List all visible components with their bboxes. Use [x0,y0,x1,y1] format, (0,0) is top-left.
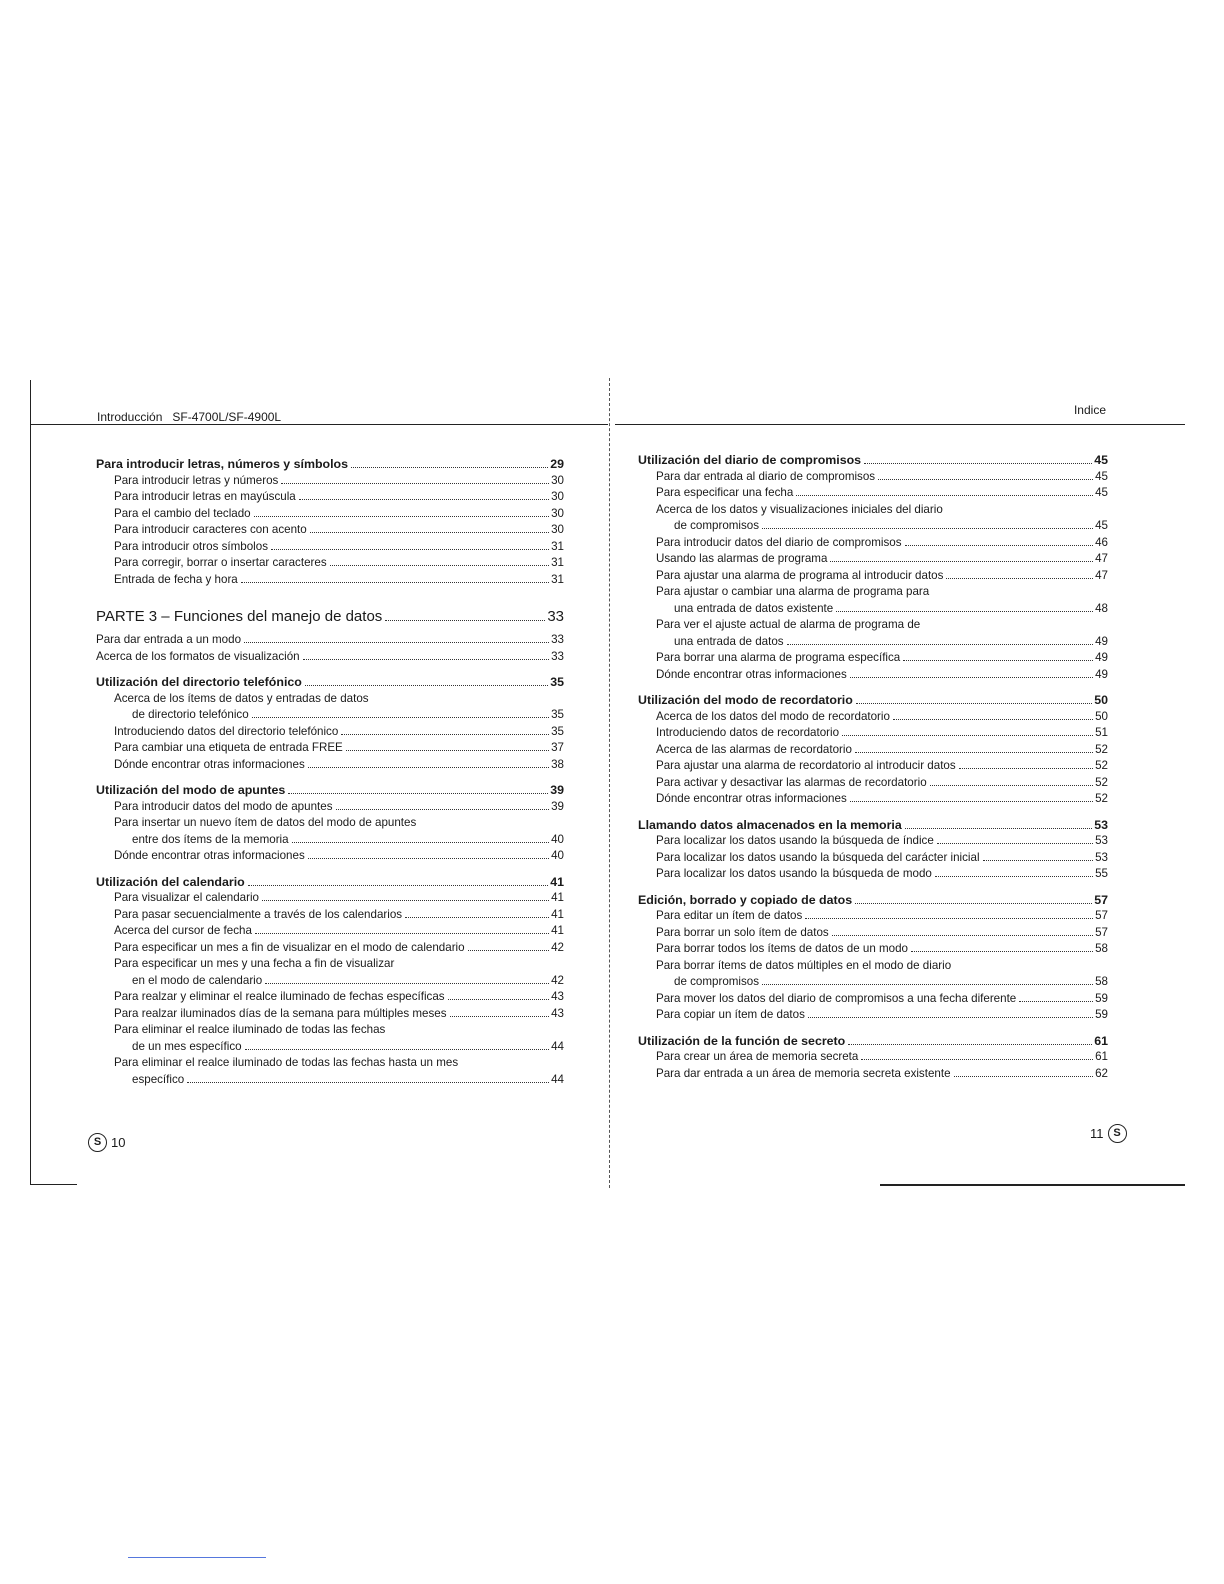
toc-page-number: 57 [1095,925,1108,939]
header-rule-left [30,424,608,425]
toc-entry [638,791,1108,808]
toc-entry-title: Para especificar un mes a fin de visualizar en el modo de calendario [114,940,465,954]
toc-entry-title: Para introducir otros símbolos [114,539,269,553]
dot-leader [265,983,549,984]
toc-entry [96,832,564,849]
toc-entry-title: Acerca de los ítems de datos y entradas de datos [114,691,369,705]
dot-leader [796,495,1093,496]
toc-page-number: 48 [1095,601,1108,615]
toc-section-heading [96,606,564,628]
dot-leader [836,611,1093,612]
toc-page-number: 29 [550,457,564,471]
footer-rule-left [30,1184,77,1185]
toc-entry [96,632,564,649]
toc-entry-title: de compromisos [674,975,760,988]
toc-entry-title: Para ajustar una alarma de programa al introducir datos [656,568,944,582]
toc-entry-title: Para introducir letras, números y símbolos [96,457,349,471]
toc-entry [638,833,1108,850]
toc-entry-title: Para ajustar una alarma de recordatorio al introducir datos [656,759,956,772]
dot-leader [336,809,550,810]
toc-page-number: 40 [551,849,564,862]
toc-entry [96,555,564,572]
toc-entry-title: Dónde encontrar otras informaciones [656,792,847,805]
dot-leader [1019,1001,1093,1002]
toc-entry [638,742,1108,759]
toc-page-number: 57 [1095,909,1108,922]
toc-entry [638,469,1108,486]
toc-section-heading [96,456,564,473]
toc-entry [638,709,1108,726]
dot-leader [856,703,1092,704]
dot-leader [330,565,549,566]
toc-page-number: 61 [1095,1050,1108,1063]
toc-entry [638,1066,1108,1083]
toc-entry [96,572,564,589]
dot-leader [878,479,1093,480]
toc-section-heading [638,692,1108,709]
dot-leader [983,860,1094,861]
toc-page-number: 35 [551,724,564,738]
toc-entry-title: Acerca de los datos y visualizaciones iniciales del diario [656,502,943,516]
dot-leader [762,528,1093,529]
toc-entry [638,601,1108,618]
toc-entry-title: Para realzar y eliminar el realce iluminado de fechas específicas [114,990,445,1003]
page-number: 10 [111,1135,126,1150]
toc-page-number: 31 [551,556,564,569]
toc-page-number: 37 [551,741,564,754]
toc-entry-title: específico [132,1072,185,1086]
toc-entry-title: Utilización del directorio telefónico [96,675,302,689]
toc-entry-title: una entrada de datos [674,634,784,648]
page-number: 11 [1090,1126,1104,1141]
dot-leader [787,644,1094,645]
footer-rule-right [880,1184,1185,1186]
toc-entry-title: de un mes específico [132,1039,242,1053]
dot-leader [805,918,1093,919]
toc-page-number: 53 [1095,850,1108,864]
toc-entry-title: Para visualizar el calendario [114,891,259,904]
toc-page-number: 47 [1095,568,1108,582]
toc-entry [638,758,1108,775]
toc-entry-title: Dónde encontrar otras informaciones [114,849,305,862]
left-margin-rule [30,380,31,1184]
toc-section-heading [96,874,564,891]
toc-entry [638,617,1108,634]
dot-leader [448,999,550,1000]
toc-page-number: 57 [1094,892,1108,907]
dot-leader [187,1082,549,1083]
toc-entry-title: Dónde encontrar otras informaciones [114,757,305,771]
dot-leader [855,752,1093,753]
toc-entry-title: Para especificar una fecha [656,486,794,499]
toc-page-number: 51 [1095,726,1108,739]
dot-leader [850,801,1093,802]
toc-page-number: 49 [1095,667,1108,681]
toc-entry [638,725,1108,742]
toc-entry-title: Para editar un ítem de datos [656,909,803,922]
toc-entry [638,551,1108,568]
toc-entry [638,775,1108,792]
toc-entry [96,707,564,724]
page-number-right [1090,1124,1127,1143]
dot-leader [911,951,1093,952]
toc-entry-title: Para cambiar una etiqueta de entrada FREE [114,741,343,754]
toc-entry-title: Para especificar un mes y una fecha a fin de visualizar [114,957,395,970]
toc-page-number: 46 [1095,535,1108,549]
dot-leader [864,463,1092,464]
dot-leader [288,793,548,794]
dot-leader [842,735,1093,736]
toc-entry [638,941,1108,958]
toc-entry-title: entre dos ítems de la memoria [132,832,289,846]
toc-page-number: 38 [551,757,564,771]
toc-right-column [638,452,1108,1082]
toc-entry-title: Para introducir datos del modo de apuntes [114,799,333,813]
toc-section-heading [638,892,1108,909]
toc-entry-title: de directorio telefónico [132,708,249,721]
dot-leader [930,785,1093,786]
toc-entry-title: Para introducir datos del diario de compromisos [656,535,902,549]
toc-section-heading [638,1033,1108,1050]
dot-leader [468,950,550,951]
dot-leader [405,917,549,918]
toc-entry-title: Para dar entrada a un área de memoria secreta existente [656,1066,951,1080]
toc-entry-title: Para ajustar o cambiar una alarma de programa para [656,585,930,598]
dot-leader [281,483,549,484]
dot-leader [346,750,549,751]
toc-page-number: 55 [1095,867,1108,880]
toc-entry [96,890,564,907]
language-badge: S [88,1133,107,1152]
dot-leader [385,620,545,621]
dot-leader [855,903,1092,904]
toc-page-number: 47 [1095,552,1108,565]
toc-entry-title: Para pasar secuencialmente a través de los calendarios [114,907,403,921]
dot-leader [903,660,1093,661]
toc-page-number: 62 [1095,1066,1108,1080]
dot-leader [341,734,549,735]
toc-page-number: 30 [551,506,564,520]
toc-entry-title: Para dar entrada a un modo [96,633,242,646]
dot-leader [937,843,1093,844]
toc-entry-title: Acerca del cursor de fecha [114,924,252,937]
toc-entry [96,1072,564,1089]
dot-leader [935,876,1093,877]
toc-entry-title: Para borrar un solo ítem de datos [656,925,829,939]
running-header-right: Indice [1073,403,1106,417]
toc-entry [638,991,1108,1008]
toc-entry [96,799,564,816]
toc-entry [96,989,564,1006]
toc-entry [638,485,1108,502]
toc-entry-title: Para dar entrada al diario de compromisos [656,469,876,483]
toc-entry-title: Para copiar un ítem de datos [656,1008,805,1021]
toc-page-number: 31 [551,539,564,553]
toc-entry [638,568,1108,585]
toc-entry-title: Para el cambio del teclado [114,506,251,520]
toc-entry-title: Acerca de las alarmas de recordatorio [656,742,852,756]
toc-entry [96,724,564,741]
toc-page-number: 43 [551,1006,564,1020]
toc-entry [96,956,564,973]
toc-entry [96,1006,564,1023]
toc-entry [96,1039,564,1056]
toc-page-number: 50 [1095,709,1108,723]
gutter-line [609,378,610,1188]
toc-entry-title: Para corregir, borrar o insertar caracteres [114,556,327,569]
toc-entry [638,584,1108,601]
toc-entry [96,691,564,708]
toc-section-heading [96,674,564,691]
toc-page-number: 41 [551,891,564,904]
toc-entry-title: de compromisos [674,519,760,532]
dot-leader [954,1076,1094,1077]
toc-entry [638,974,1108,991]
toc-entry [638,850,1108,867]
language-badge: S [1108,1124,1127,1143]
toc-entry [638,667,1108,684]
toc-page-number: 52 [1095,792,1108,805]
toc-page-number: 45 [1095,519,1108,532]
toc-entry-title: Para crear un área de memoria secreta [656,1050,859,1063]
toc-entry-title: Para introducir letras y números [114,473,279,487]
toc-page-number: 41 [551,907,564,921]
toc-entry-title: Para borrar ítems de datos múltiples en el modo de diario [656,958,952,972]
dot-leader [850,677,1093,678]
dot-leader [848,1044,1092,1045]
toc-entry-title: Para mover los datos del diario de compromisos a una fecha diferente [656,991,1017,1005]
dot-leader [861,1059,1093,1060]
toc-page-number: 35 [550,675,564,689]
toc-entry-title: Utilización del diario de compromisos [638,453,862,467]
toc-entry [638,518,1108,535]
toc-entry-title: Para borrar una alarma de programa específica [656,651,901,664]
toc-entry [638,866,1108,883]
toc-entry [638,1049,1108,1066]
toc-entry [96,649,564,666]
toc-page-number: 30 [551,473,564,487]
toc-page-number: 33 [547,608,564,625]
dot-leader [832,935,1093,936]
toc-entry [96,848,564,865]
dot-leader [241,582,549,583]
toc-entry-title: Acerca de los formatos de visualización [96,649,300,663]
toc-page-number: 31 [551,572,564,586]
toc-page-number: 41 [551,924,564,937]
toc-page-number: 52 [1095,775,1108,789]
running-header-left: Introducción SF-4700L/SF-4900L [97,410,282,424]
toc-entry-title: Llamando datos almacenados en la memoria [638,817,902,832]
toc-entry-title: Dónde encontrar otras informaciones [656,667,847,681]
dot-leader [830,561,1093,562]
toc-page-number: 49 [1095,651,1108,664]
dot-leader [244,642,549,643]
dot-leader [303,659,549,660]
dot-leader [252,717,549,718]
toc-section-heading [96,782,564,799]
dot-leader [959,768,1093,769]
dot-leader [299,499,549,500]
toc-page-number: 44 [551,1072,564,1086]
toc-entry [638,650,1108,667]
toc-page-number: 53 [1094,817,1108,832]
toc-entry [638,958,1108,975]
dot-leader [248,885,548,886]
toc-entry-title: PARTE 3 – Funciones del manejo de datos [96,608,383,625]
toc-entry [638,535,1108,552]
toc-entry [96,815,564,832]
toc-entry-title: Para localizar los datos usando la búsqueda de índice [656,834,934,847]
toc-page-number: 58 [1095,942,1108,955]
toc-section-heading [638,452,1108,469]
toc-section-heading [638,817,1108,834]
toc-entry-title: Para eliminar el realce iluminado de todas las fechas hasta un mes [114,1056,459,1069]
toc-page-number: 42 [551,973,564,987]
toc-entry [96,539,564,556]
toc-entry-title: Edición, borrado y copiado de datos [638,892,853,907]
dot-leader [905,828,1092,829]
scan-artifact-line [128,1557,266,1558]
dot-leader [762,984,1093,985]
toc-entry-title: Para activar y desactivar las alarmas de recordatorio [656,775,927,789]
toc-entry [638,908,1108,925]
toc-entry-title: Acerca de los datos del modo de recordatorio [656,709,890,723]
toc-page-number: 33 [551,633,564,646]
dot-leader [305,685,548,686]
toc-entry [96,1022,564,1039]
dot-leader [905,545,1094,546]
toc-entry-title: una entrada de datos existente [674,601,834,615]
toc-entry-title: Para realzar iluminados días de la semana para múltiples meses [114,1006,447,1020]
toc-entry-title: Para localizar los datos usando la búsqueda del carácter inicial [656,850,980,864]
toc-entry [96,757,564,774]
toc-entry-title: Para insertar un nuevo ítem de datos del modo de apuntes [114,816,417,829]
toc-page-number: 35 [551,708,564,721]
toc-page-number: 44 [551,1039,564,1053]
toc-entry [638,1007,1108,1024]
toc-page-number: 43 [551,990,564,1003]
toc-entry [96,923,564,940]
toc-entry [96,740,564,757]
toc-entry [638,634,1108,651]
toc-page-number: 45 [1095,486,1108,499]
dot-leader [946,578,1093,579]
dot-leader [308,767,549,768]
toc-left-column [96,456,564,1088]
toc-entry-title: Para eliminar el realce iluminado de todas las fechas [114,1023,386,1036]
toc-page-number: 61 [1094,1033,1108,1048]
toc-entry-title: Utilización del calendario [96,874,245,889]
toc-page-number: 59 [1095,1008,1108,1021]
toc-entry-title: Para localizar los datos usando la búsqueda de modo [656,867,932,880]
toc-entry-title: Para borrar todos los ítems de datos de un modo [656,942,908,955]
toc-page-number: 39 [551,799,564,813]
header-rule-right [615,424,1185,425]
dot-leader [310,532,549,533]
toc-entry [96,473,564,490]
toc-entry [96,1055,564,1072]
toc-entry-title: Introduciendo datos del directorio telefónico [114,724,339,738]
toc-entry-title: Utilización de la función de secreto [638,1033,846,1048]
toc-entry-title: Entrada de fecha y hora [114,572,238,586]
toc-entry-title: en el modo de calendario [132,973,263,987]
toc-entry [96,489,564,506]
toc-page-number: 40 [551,832,564,846]
dot-leader [271,549,549,550]
toc-entry-title: Utilización del modo de apuntes [96,783,286,797]
toc-page-number: 45 [1095,469,1108,483]
toc-page-number: 59 [1095,991,1108,1005]
toc-page-number: 53 [1095,834,1108,847]
toc-entry-title: Utilización del modo de recordatorio [638,693,853,707]
toc-page-number: 52 [1095,759,1108,772]
dot-leader [292,842,550,843]
dot-leader [893,719,1093,720]
toc-page-number: 39 [550,783,564,797]
dot-leader [450,1016,550,1017]
toc-page-number: 58 [1095,975,1108,988]
dot-leader [308,858,549,859]
toc-page-number: 42 [551,940,564,954]
toc-page-number: 45 [1094,453,1108,467]
toc-page-number: 50 [1094,693,1108,707]
toc-entry [96,522,564,539]
dot-leader [351,467,548,468]
toc-page-number: 30 [551,523,564,536]
dot-leader [808,1017,1093,1018]
toc-entry [96,506,564,523]
dot-leader [262,900,549,901]
toc-entry [96,907,564,924]
dot-leader [245,1049,550,1050]
toc-entry-title: Para ver el ajuste actual de alarma de programa de [656,618,921,631]
dot-leader [255,933,549,934]
toc-page-number: 41 [550,874,564,889]
toc-entry-title: Introduciendo datos de recordatorio [656,726,840,739]
toc-page-number: 49 [1095,634,1108,648]
toc-page-number: 52 [1095,742,1108,756]
toc-entry [638,502,1108,519]
toc-entry [638,925,1108,942]
toc-entry [96,973,564,990]
toc-entry-title: Usando las alarmas de programa [656,552,828,565]
toc-entry-title: Para introducir caracteres con acento [114,523,307,536]
page-number-left [88,1133,125,1152]
dot-leader [254,516,549,517]
toc-entry [96,940,564,957]
toc-page-number: 30 [551,490,564,503]
toc-page-number: 33 [551,649,564,663]
toc-entry-title: Para introducir letras en mayúscula [114,490,296,503]
